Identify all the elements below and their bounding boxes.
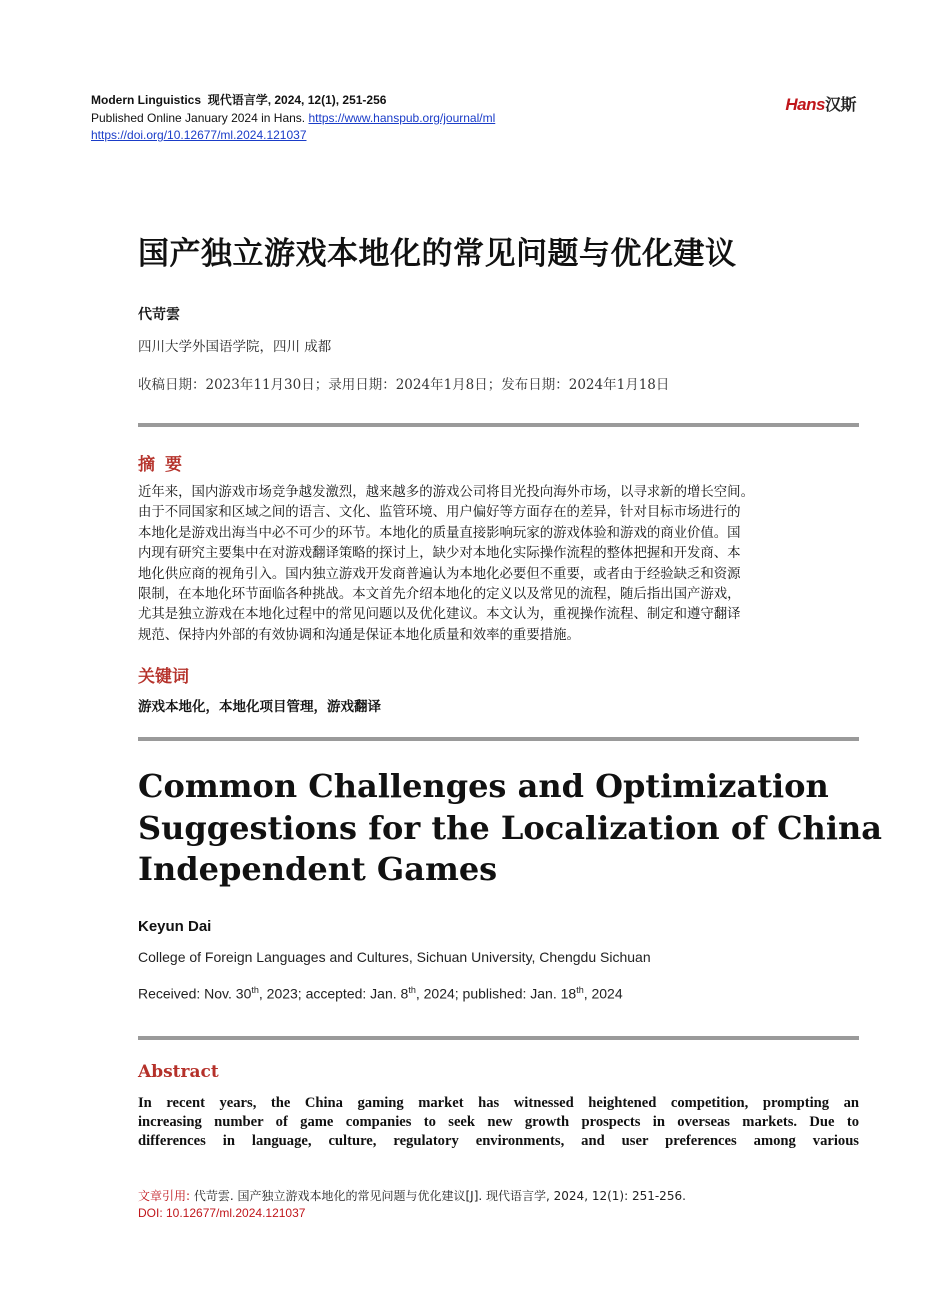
keywords-cn: 游戏本地化，本地化项目管理，游戏翻译: [138, 699, 381, 715]
doi-line: [91, 127, 307, 144]
abstract-cn-line: 内现有研究主要集中在对游戏翻译策略的探讨上，缺少对本地化实际操作流程的整体把握和开发商、本: [138, 546, 741, 562]
abstract-cn: [138, 483, 859, 646]
citation-text: 代苛雲. 国产独立游戏本地化的常见问题与优化建议[J]. 现代语言学, 2024, 12(1): 251-256.: [190, 1189, 686, 1203]
author-cn: 代苛雲: [138, 307, 180, 323]
logo-cn: 汉斯: [824, 95, 856, 114]
divider-bottom: [138, 1036, 859, 1040]
journal-cn-info: 现代语言学, 2024, 12(1), 251-256: [207, 93, 387, 107]
title-en-line: Common Challenges and Optimization: [138, 767, 829, 805]
citation: [138, 1187, 686, 1204]
paper-title-en: [138, 766, 882, 891]
received-date: Received: Nov. 30: [138, 985, 252, 1002]
abstract-cn-line: 限制，在本地化环节面临各种挑战。本文首先介绍本地化的定义以及常见的流程，随后指出国产游戏，: [138, 587, 741, 603]
abstract-en-line: increasing number of game companies to seek new growth prospects in overseas markets. Due to: [138, 1114, 859, 1130]
abstract-cn-line: 规范、保持内外部的有效协调和沟通是保证本地化质量和效率的重要措施。: [138, 627, 580, 643]
dates-en: [138, 985, 623, 1002]
journal-line: [91, 92, 386, 109]
abstract-heading-cn: 摘要: [138, 455, 192, 475]
ordinal-suffix: th: [408, 985, 416, 995]
affiliation-en: College of Foreign Languages and Cultures, Sichuan University, Chengdu Sichuan: [138, 949, 651, 965]
journal-url-link[interactable]: https://www.hanspub.org/journal/ml: [308, 111, 496, 125]
abstract-en: [138, 1094, 859, 1151]
citation-label: 文章引用:: [138, 1189, 191, 1203]
keywords-heading-cn: 关键词: [138, 667, 189, 687]
abstract-cn-line: 由于不同国家和区域之间的语言、文化、监管环境、用户偏好等方面存在的差异，针对目标市场进行的: [138, 505, 741, 521]
abstract-heading-en: Abstract: [138, 1062, 219, 1082]
title-en-line: Suggestions for the Localization of China: [138, 808, 882, 847]
logo-latin: Hans: [785, 95, 825, 114]
ordinal-suffix: th: [576, 985, 584, 995]
citation-doi: DOI: 10.12677/ml.2024.121037: [138, 1206, 306, 1220]
paper-title-cn: 国产独立游戏本地化的常见问题与优化建议: [138, 236, 737, 272]
author-en: Keyun Dai: [138, 918, 212, 935]
doi-url-link[interactable]: https://doi.org/10.12677/ml.2024.121037: [91, 128, 307, 142]
abstract-cn-line: 尤其是独立游戏在本地化过程中的常见问题以及优化建议。本文认为，重视操作流程、制定和遵守翻译: [138, 607, 741, 623]
title-en-line: Independent Games: [138, 850, 498, 888]
ordinal-suffix: th: [251, 985, 259, 995]
abstract-cn-line: 近年来，国内游戏市场竞争越发激烈，越来越多的游戏公司将目光投向海外市场，以寻求新的增长空间。: [138, 485, 754, 500]
abstract-cn-line: 地化供应商的视角引入。国内独立游戏开发商普遍认为本地化必要但不重要，或者由于经验缺乏和资源: [138, 566, 741, 582]
hans-logo: [785, 92, 856, 115]
published-year: , 2024: [583, 985, 623, 1002]
journal-name: Modern Linguistics: [91, 93, 202, 107]
abstract-cn-line: 本地化是游戏出海当中必不可少的环节。本地化的质量直接影响玩家的游戏体验和游戏的商业价值。国: [138, 525, 741, 541]
accepted-date: , 2023; accepted: Jan. 8: [258, 985, 409, 1002]
divider-middle: [138, 737, 859, 741]
dates-cn: 收稿日期：2023年11月30日；录用日期：2024年1月8日；发布日期：2024年1月18日: [138, 377, 670, 393]
divider-top: [138, 423, 859, 427]
published-text: Published Online January 2024 in Hans.: [91, 111, 309, 125]
published-line: [91, 110, 495, 127]
affiliation-cn: 四川大学外国语学院，四川 成都: [138, 339, 332, 355]
abstract-en-line: In recent years, the China gaming market has witnessed heightened competition, prompting an: [138, 1095, 859, 1111]
published-date: , 2024; published: Jan. 18: [415, 985, 577, 1002]
abstract-en-line: differences in language, culture, regulatory environments, and user preferences among various: [138, 1133, 859, 1149]
